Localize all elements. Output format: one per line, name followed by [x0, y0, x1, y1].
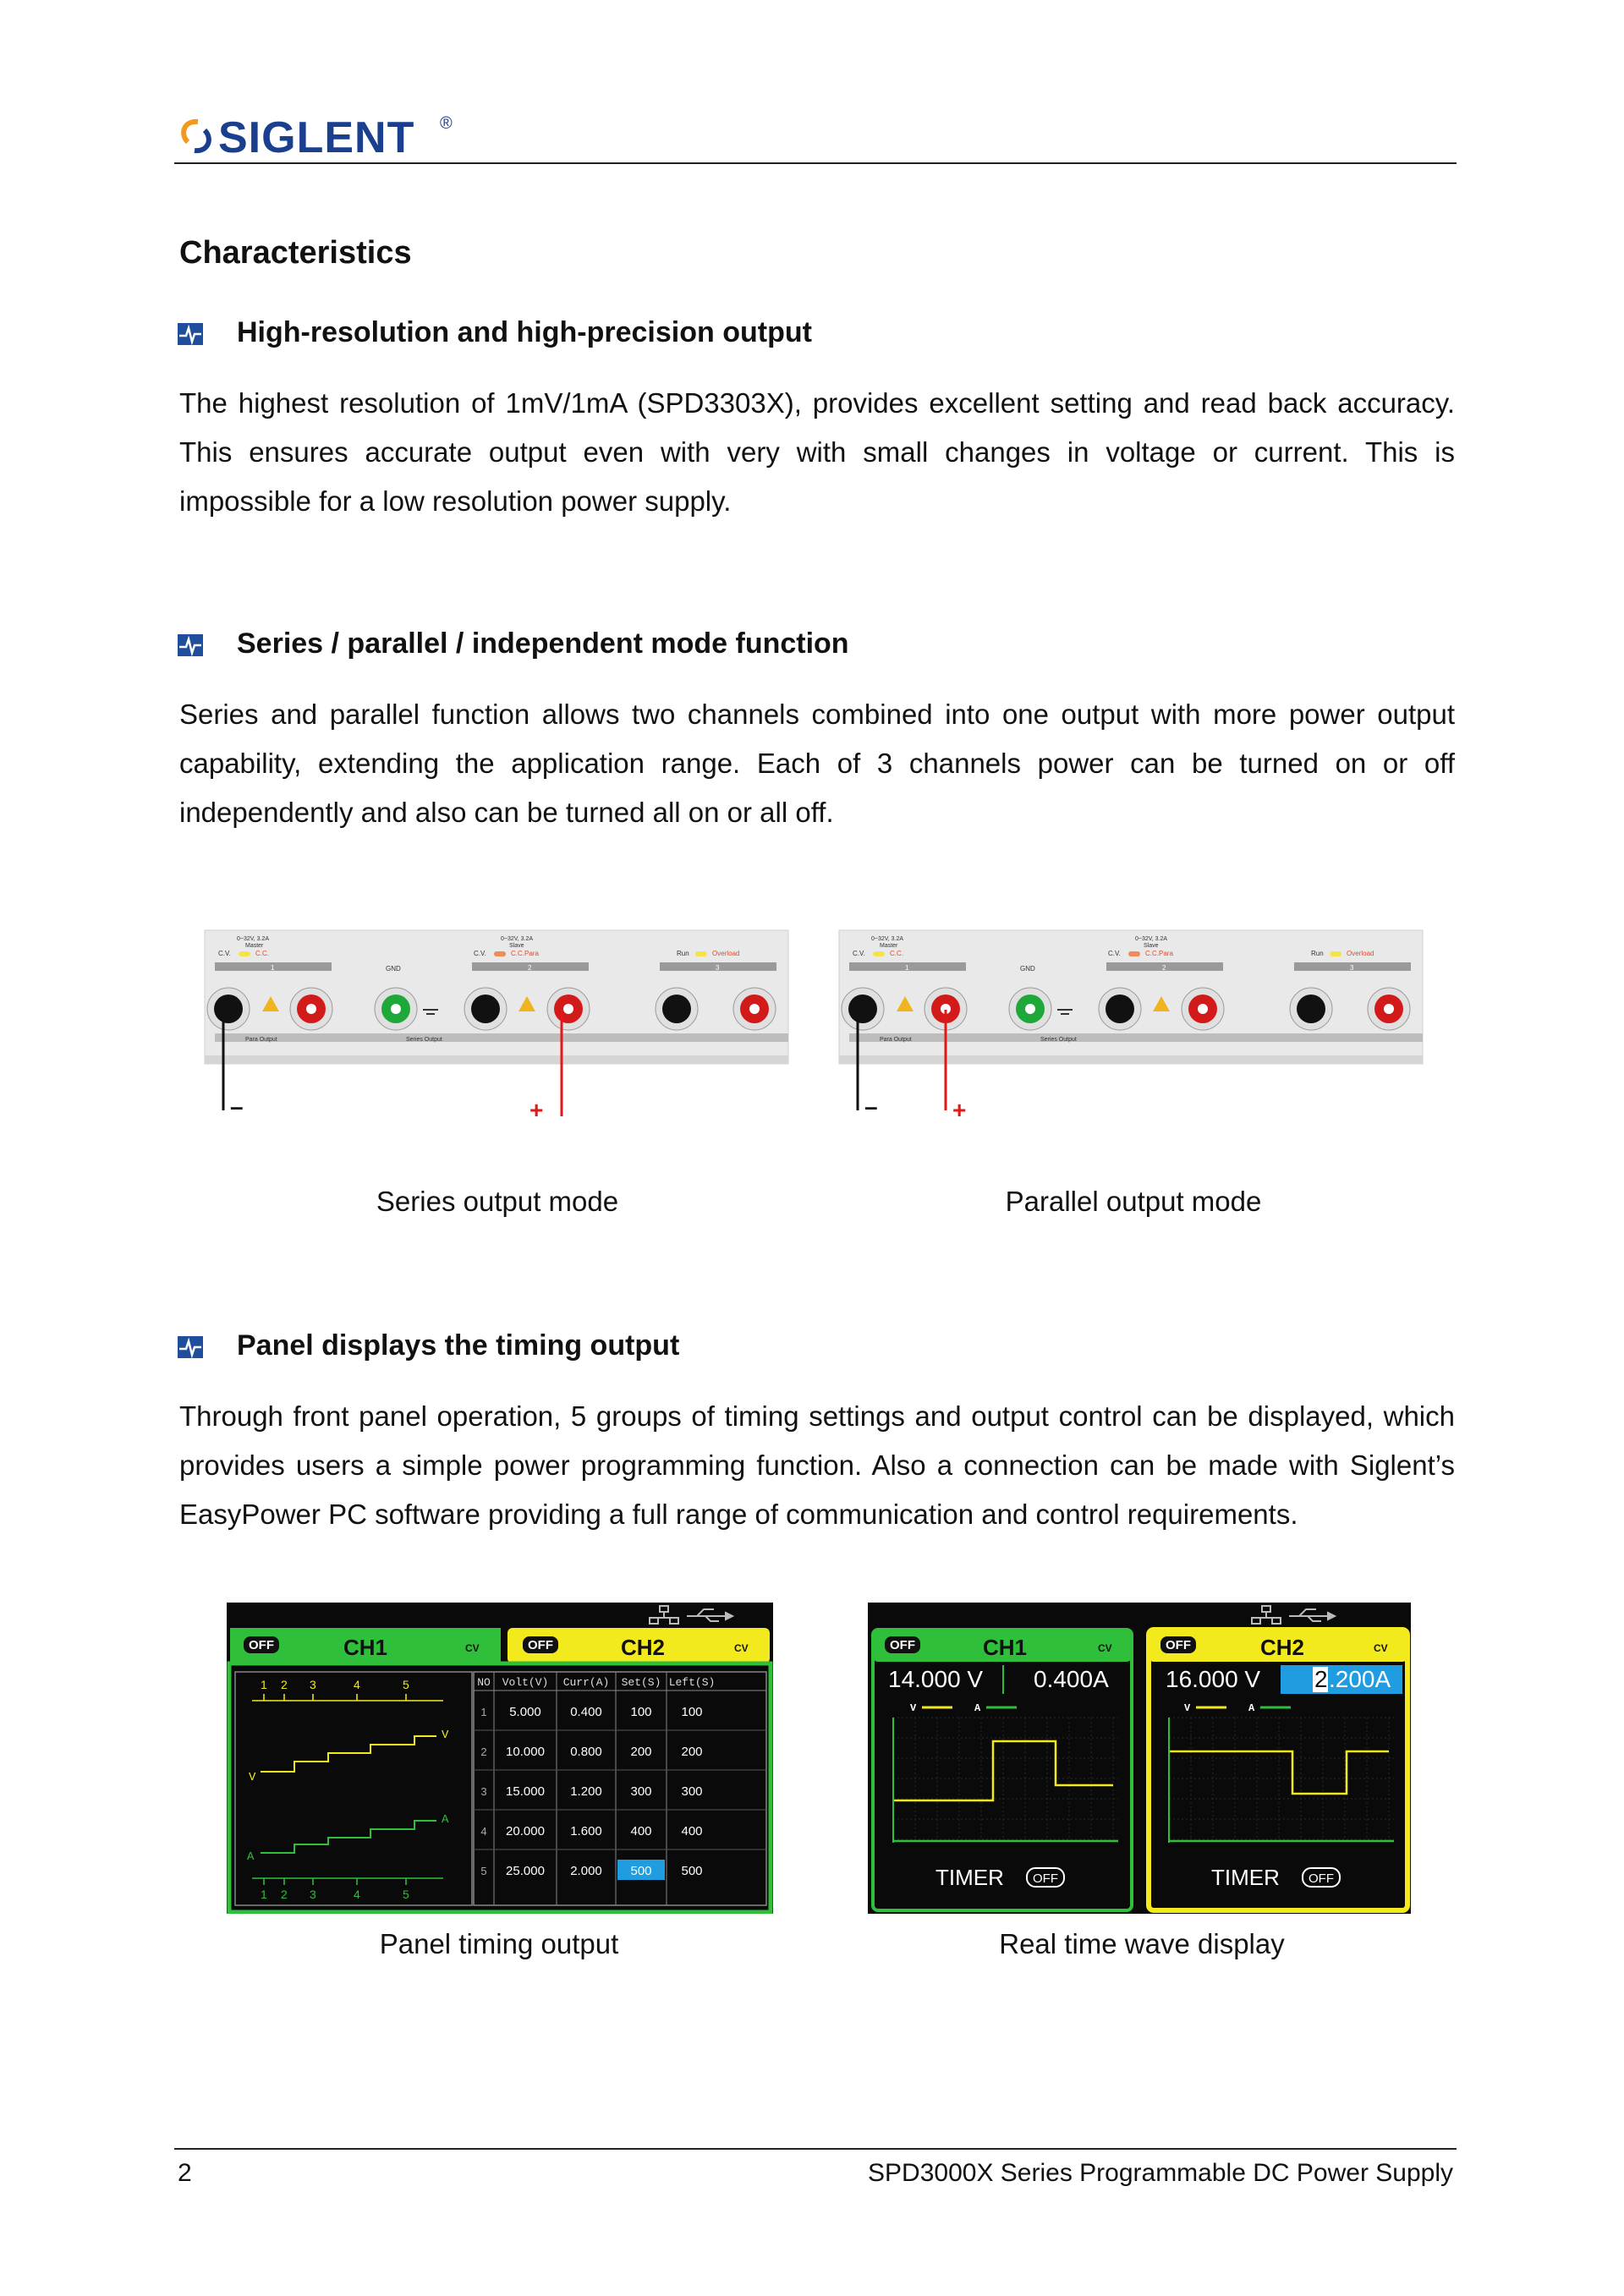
svg-text:Overload: Overload — [1347, 950, 1374, 957]
svg-text:V: V — [442, 1729, 449, 1742]
section-body: The highest resolution of 1mV/1mA (SPD3303X), provides excellent setting and read back accuracy. This ensures accurate output even with very with small changes in voltage or current. This is impossible for a low resolution power supply. — [179, 387, 1455, 517]
svg-text:OFF: OFF — [249, 1638, 274, 1652]
svg-text:Series Output: Series Output — [1040, 1037, 1077, 1043]
table-cell: 400 — [630, 1824, 652, 1838]
svg-text:C.C.: C.C. — [255, 950, 269, 957]
siglent-logo — [176, 108, 464, 164]
svg-text:C.C.Para: C.C.Para — [1145, 950, 1173, 957]
svg-text:V: V — [1184, 1702, 1191, 1714]
svg-text:Para Output: Para Output — [880, 1037, 912, 1043]
svg-text:Run: Run — [1311, 950, 1324, 957]
svg-text:–: – — [864, 1093, 878, 1120]
svg-text:C.V.: C.V. — [1108, 950, 1121, 957]
table-header: Curr(A) — [562, 1676, 610, 1689]
svg-text:GND: GND — [1020, 965, 1035, 973]
svg-text:0~32V, 3.2A: 0~32V, 3.2A — [871, 936, 904, 942]
figure-caption: Parallel output mode — [1005, 1186, 1262, 1217]
table-cell: 2.000 — [570, 1864, 602, 1878]
svg-text:2: 2 — [528, 964, 532, 972]
section-body: Series and parallel function allows two channels combined into one output with more power output capability, extending the application range. Each of 3 channels power can be turned on or off independently and also can be turned all on or all off. — [179, 699, 1455, 828]
svg-text:–: – — [230, 1093, 244, 1120]
svg-text:OFF: OFF — [1033, 1871, 1058, 1886]
svg-text:V: V — [249, 1771, 256, 1784]
page-title: Characteristics — [179, 235, 412, 271]
svg-text:C.V.: C.V. — [474, 950, 486, 957]
table-cell: 5 — [480, 1865, 487, 1877]
timing-screen — [227, 1603, 773, 1914]
svg-text:Run: Run — [677, 950, 689, 957]
svg-text:0.400A: 0.400A — [1034, 1666, 1109, 1692]
graph-tick-label: 1 — [261, 1888, 267, 1901]
table-header: Volt(V) — [502, 1676, 549, 1689]
series-panel-illustration — [203, 929, 795, 1123]
svg-text:CH1: CH1 — [343, 1635, 388, 1660]
section-title: Series / parallel / independent mode function — [237, 627, 849, 660]
table-cell: 0.800 — [570, 1745, 602, 1759]
svg-text:V: V — [910, 1702, 917, 1714]
page-number: 2 — [178, 2159, 192, 2187]
table-cell: 100 — [681, 1705, 703, 1719]
graph-tick-label: 4 — [354, 1888, 360, 1901]
registered-mark: ® — [440, 114, 453, 133]
table-cell: 200 — [681, 1745, 703, 1759]
doc-title: SPD3000X Series Programmable DC Power Supply — [868, 2159, 1453, 2187]
table-cell: 500 — [630, 1864, 652, 1878]
section-bullet-icon — [178, 1336, 203, 1358]
svg-text:Series Output: Series Output — [406, 1037, 442, 1043]
svg-text:2: 2 — [1314, 1666, 1328, 1692]
parallel-panel-illustration — [837, 929, 1429, 1123]
svg-text:OFF: OFF — [890, 1638, 915, 1652]
svg-text:Slave: Slave — [509, 943, 524, 949]
table-cell: 300 — [630, 1784, 652, 1799]
section-title: High-resolution and high-precision output — [237, 316, 812, 348]
svg-text:Para Output: Para Output — [245, 1037, 277, 1043]
svg-text:CH2: CH2 — [620, 1635, 666, 1660]
svg-text:3: 3 — [1350, 964, 1354, 972]
section-body: Through front panel operation, 5 groups of timing settings and output control can be displayed, which provides users a simple power programming function. Also a connection can be made with Siglent’s EasyPower PC software providing a full range of communication and control requirements. — [179, 1400, 1455, 1530]
svg-text:OFF: OFF — [528, 1638, 553, 1652]
table-cell: 0.400 — [570, 1705, 602, 1719]
siglent-logo-mark — [176, 108, 464, 164]
svg-text:C.V.: C.V. — [853, 950, 865, 957]
table-header: NO — [477, 1676, 491, 1689]
svg-text:CV: CV — [1374, 1642, 1388, 1654]
svg-text:GND: GND — [386, 965, 401, 973]
table-cell: 5.000 — [509, 1705, 541, 1719]
svg-text:14.000 V: 14.000 V — [888, 1666, 984, 1692]
wave-display-figure — [868, 1603, 1411, 1918]
svg-text:A: A — [974, 1702, 981, 1714]
section-bullet-icon — [178, 634, 203, 656]
svg-text:CH1: CH1 — [982, 1635, 1028, 1660]
svg-text:OFF: OFF — [1166, 1638, 1191, 1652]
svg-text:A: A — [247, 1850, 255, 1864]
svg-text:CV: CV — [734, 1642, 749, 1654]
header-rule — [174, 162, 1457, 164]
table-cell: 500 — [681, 1864, 703, 1878]
graph-tick-label: 4 — [354, 1678, 360, 1691]
svg-text:3: 3 — [716, 964, 720, 972]
svg-text:CV: CV — [1098, 1642, 1112, 1654]
table-cell: 4 — [480, 1825, 487, 1838]
table-cell: 15.000 — [506, 1784, 545, 1799]
wave-screen — [868, 1603, 1411, 1914]
svg-text:C.C.: C.C. — [890, 950, 903, 957]
svg-text:TIMER: TIMER — [935, 1865, 1004, 1890]
table-cell: 1 — [480, 1706, 487, 1718]
graph-tick-label: 5 — [403, 1888, 409, 1901]
table-cell: 2 — [480, 1745, 487, 1758]
svg-text:A: A — [1248, 1702, 1255, 1714]
svg-text:OFF: OFF — [1309, 1871, 1334, 1886]
svg-text:Master: Master — [245, 943, 264, 949]
svg-text:Overload: Overload — [712, 950, 740, 957]
svg-text:0~32V, 3.2A: 0~32V, 3.2A — [1135, 936, 1168, 942]
table-cell: 10.000 — [506, 1745, 545, 1759]
section-title: Panel displays the timing output — [237, 1329, 680, 1362]
graph-tick-label: 1 — [261, 1678, 267, 1691]
panel-timing-figure — [227, 1603, 773, 1918]
table-cell: 300 — [681, 1784, 703, 1799]
graph-tick-label: 3 — [310, 1888, 316, 1901]
graph-tick-label: 3 — [310, 1678, 316, 1691]
graph-tick-label: 2 — [281, 1678, 288, 1691]
svg-text:C.V.: C.V. — [218, 950, 231, 957]
svg-text:CH2: CH2 — [1259, 1635, 1305, 1660]
figure-caption: Panel timing output — [379, 1928, 619, 1959]
table-cell: 3 — [480, 1785, 487, 1798]
table-cell: 1.600 — [570, 1824, 602, 1838]
table-cell: 100 — [630, 1705, 652, 1719]
graph-tick-label: 5 — [403, 1678, 409, 1691]
table-cell: 25.000 — [506, 1864, 545, 1878]
graph-tick-label: 2 — [281, 1888, 288, 1901]
footer-rule — [174, 2148, 1457, 2150]
section-bullet-icon — [178, 323, 203, 345]
svg-text:0~32V, 3.2A: 0~32V, 3.2A — [237, 936, 270, 942]
svg-text:+: + — [952, 1097, 967, 1123]
svg-text:2: 2 — [1162, 964, 1166, 972]
table-header: Set(S) — [621, 1676, 661, 1689]
svg-text:+: + — [529, 1097, 544, 1123]
svg-text:0~32V, 3.2A: 0~32V, 3.2A — [501, 936, 534, 942]
svg-text:16.000 V: 16.000 V — [1166, 1666, 1261, 1692]
svg-text:1: 1 — [271, 964, 275, 972]
svg-text:Master: Master — [880, 943, 898, 949]
svg-text:.200A: .200A — [1329, 1666, 1391, 1692]
parallel-output-figure — [837, 929, 1429, 1127]
svg-text:Slave: Slave — [1144, 943, 1159, 949]
logo-text: SIGLENT — [218, 113, 415, 162]
svg-text:1: 1 — [905, 964, 909, 972]
table-cell: 200 — [630, 1745, 652, 1759]
table-cell: 1.200 — [570, 1784, 602, 1799]
series-output-figure — [203, 929, 795, 1127]
figure-caption: Series output mode — [376, 1186, 619, 1217]
svg-text:A: A — [442, 1813, 449, 1827]
table-cell: 20.000 — [506, 1824, 545, 1838]
table-cell: 400 — [681, 1824, 703, 1838]
figure-caption: Real time wave display — [999, 1928, 1285, 1959]
svg-text:C.C.Para: C.C.Para — [511, 950, 539, 957]
table-header: Left(S) — [668, 1676, 716, 1689]
svg-text:TIMER: TIMER — [1211, 1865, 1280, 1890]
svg-text:CV: CV — [465, 1642, 480, 1654]
